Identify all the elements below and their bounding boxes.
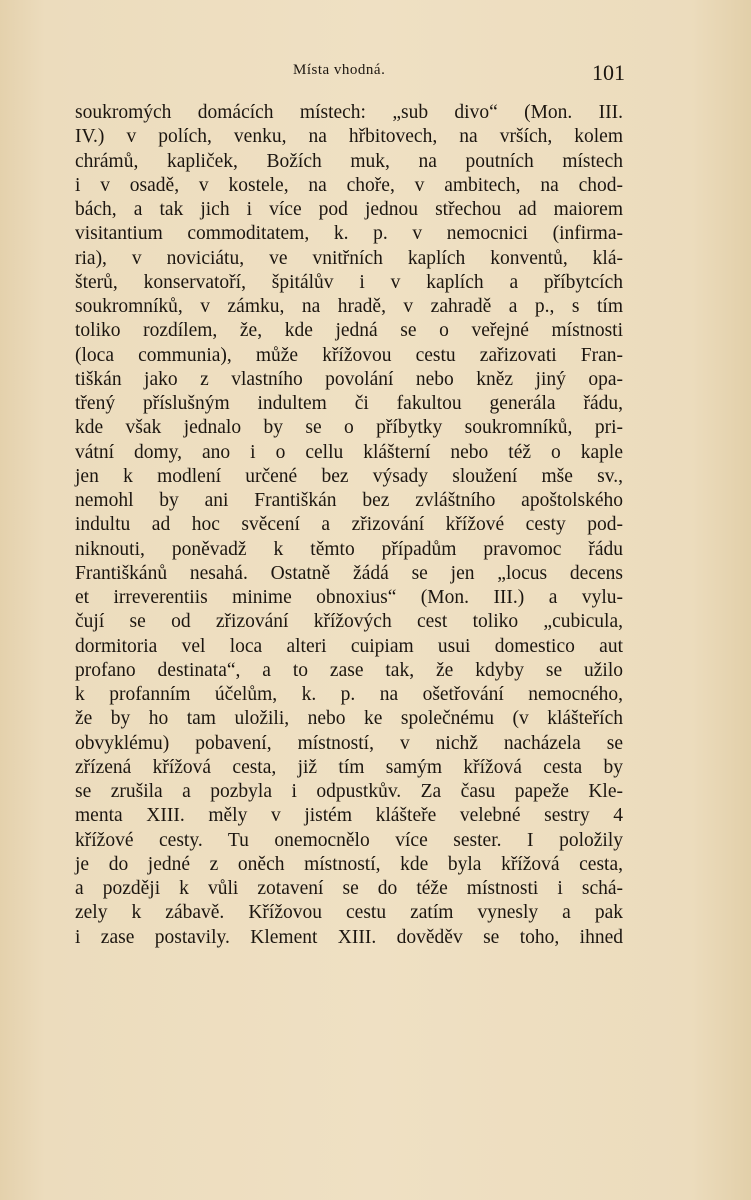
text-line: soukromníků, v zámku, na hradě, v zahradě a p., s tím — [75, 296, 623, 317]
text-line: tiškán jako z vlastního povolání nebo kněz jiný opa- — [75, 368, 623, 390]
body-text — [75, 101, 623, 950]
text-line: obvyklému) pobavení, místností, v nichž nacházela se — [75, 732, 623, 754]
text-line: k profanním účelům, k. p. na ošetřování nemocného, — [75, 684, 623, 705]
text-line: ria), v noviciátu, ve vnitřních kaplích konventů, klá- — [75, 247, 623, 269]
text-line: křížové cesty. Tu onemocnělo více sester. I položily — [75, 829, 623, 851]
text-line: indultu ad hoc svěcení a zřizování křížové cesty pod- — [75, 514, 623, 536]
text-line: se zrušila a pozbyla i odpustkův. Za času papeže Kle- — [75, 781, 623, 802]
text-line: zely k zábavě. Křížovou cestu zatím vynesly a pak — [75, 902, 623, 924]
page-header — [0, 58, 751, 88]
text-line: IV.) v polích, venku, na hřbitovech, na vrších, kolem — [75, 126, 623, 148]
text-line: kde však jednalo by se o příbytky soukromníků, pri- — [75, 417, 623, 439]
text-line: menta XIII. měly v jistém klášteře velebné sestry 4 — [75, 805, 623, 827]
text-line: soukromých domácích místech: „sub divo“ (Mon. III. — [75, 102, 623, 123]
text-line: profano destinata“, a to zase tak, že kdyby se užilo — [75, 659, 623, 681]
text-line: visitantium commoditatem, k. p. v nemocnici (infirma- — [75, 223, 623, 245]
text-line: nemohl by ani Františkán bez zvláštního apoštolského — [75, 490, 623, 511]
text-line: že by ho tam uložili, nebo ke společnému (v klášteřích — [75, 708, 623, 730]
text-line: et irreverentiis minime obnoxius“ (Mon. III.) a vylu- — [75, 587, 623, 608]
text-line: (loca communia), může křížovou cestu zařizovati Fran- — [75, 344, 623, 366]
text-line: i v osadě, v kostele, na choře, v ambitech, na chod- — [75, 174, 623, 196]
text-line: vátní domy, ano i o cellu klášterní nebo též o kaple — [75, 441, 623, 463]
text-line: a později k vůli zotavení se do téže místnosti i schá- — [75, 878, 623, 899]
text-line: jen k modlení určené bez výsady sloužení mše sv., — [75, 465, 623, 487]
text-line: toliko rozdílem, že, kde jedná se o veřejné místnosti — [75, 320, 623, 342]
text-line: chrámů, kapliček, Božích muk, na poutních místech — [75, 150, 623, 172]
text-line: i zase postavily. Klement XIII. dověděv se toho, ihned — [75, 926, 623, 948]
running-title: Místa vhodná. — [293, 62, 386, 78]
text-line: čují se od zřizování křížových cest toliko „cubicula, — [75, 611, 623, 633]
text-line: niknouti, poněvadž k těmto případům pravomoc řádu — [75, 538, 623, 560]
text-line: bách, a tak jich i více pod jednou střechou ad maiorem — [75, 199, 623, 220]
text-line: šterů, konservatoří, špitálův i v kaplích a příbytcích — [75, 271, 623, 293]
page-number: 101 — [592, 60, 625, 85]
text-line: třený příslušným indultem či fakultou generála řádu, — [75, 393, 623, 414]
text-line: Františkánů nesahá. Ostatně žádá se jen „locus decens — [75, 562, 623, 584]
text-line: dormitoria vel loca alteri cuipiam usui domestico aut — [75, 635, 623, 657]
text-line: zřízená křížová cesta, již tím samým křížová cesta by — [75, 756, 623, 778]
text-line: je do jedné z oněch místností, kde byla křížová cesta, — [75, 853, 623, 875]
